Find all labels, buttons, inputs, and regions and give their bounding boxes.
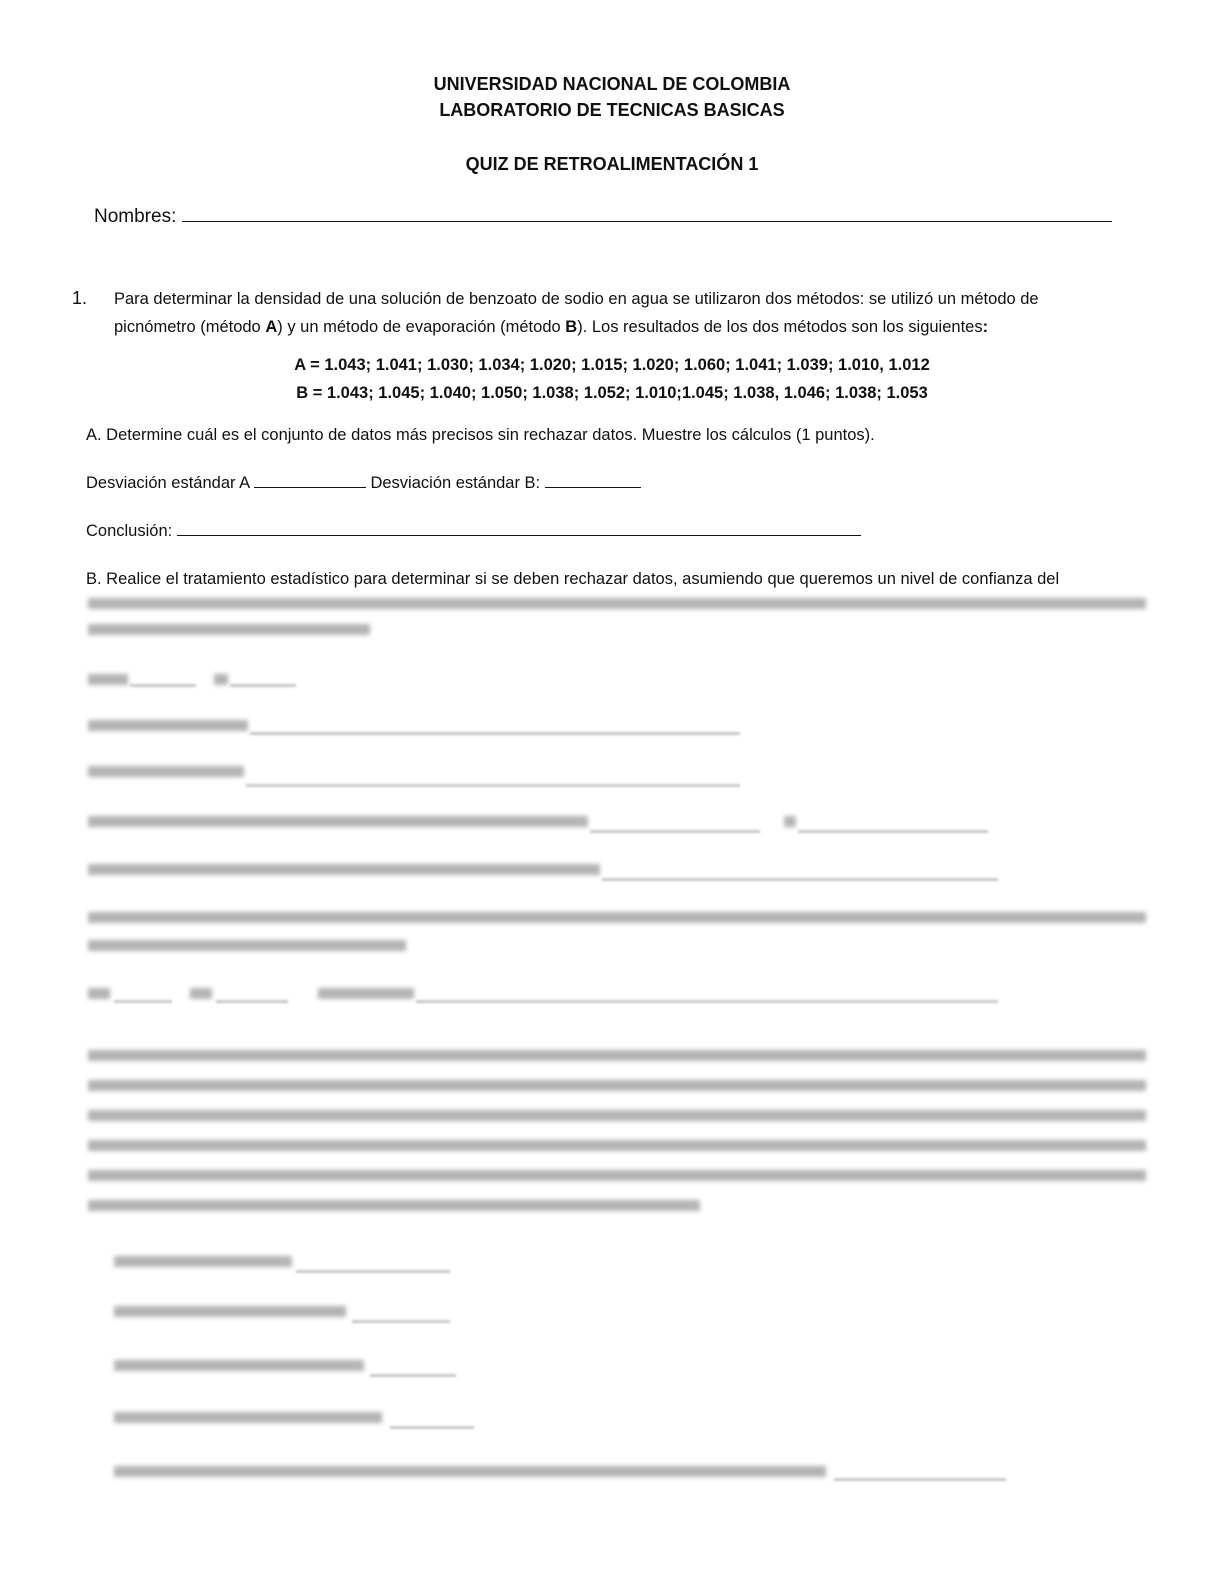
data-set-a: A = 1.043; 1.041; 1.030; 1.034; 1.020; 1.015; 1.020; 1.060; 1.041; 1.039; 1.010, 1.012 xyxy=(294,356,930,374)
std-dev-row xyxy=(86,474,641,493)
question-text-line1: Para determinar la densidad de una solución de benzoato de sodio en agua se utilizaron dos métodos: se utilizó un método de xyxy=(114,290,1039,308)
question-text-line2 xyxy=(114,318,988,337)
question-number: 1. xyxy=(72,288,88,308)
q-text: ). Los resultados de los dos métodos son los siguientes xyxy=(577,318,983,336)
std-a-blank[interactable] xyxy=(254,486,366,488)
q-text: picnómetro (método xyxy=(114,318,266,336)
std-b-blank[interactable] xyxy=(545,486,641,488)
conclusion-row xyxy=(86,522,861,541)
method-b-marker: B xyxy=(565,318,578,336)
conclusion-blank[interactable] xyxy=(177,534,861,536)
conclusion-label: Conclusión: xyxy=(86,522,173,540)
part-a-prompt: A. Determine cuál es el conjunto de datos más precisos sin rechazar datos. Muestre los cálculos (1 puntos). xyxy=(86,426,875,444)
q-colon: : xyxy=(982,318,989,336)
std-a-label: Desviación estándar A xyxy=(86,474,250,492)
std-b-label: Desviación estándar B: xyxy=(370,474,541,492)
quiz-title: QUIZ DE RETROALIMENTACIÓN 1 xyxy=(465,154,759,174)
method-a-marker: A xyxy=(265,318,278,336)
university-title: UNIVERSIDAD NACIONAL DE COLOMBIA xyxy=(433,74,791,94)
data-set-b: B = 1.043; 1.045; 1.040; 1.050; 1.038; 1.052; 1.010;1.045; 1.038, 1.046; 1.038; 1.053 xyxy=(296,384,928,402)
lab-title: LABORATORIO DE TECNICAS BASICAS xyxy=(439,100,785,120)
part-b-prompt: B. Realice el tratamiento estadístico para determinar si se deben rechazar datos, asumiendo que queremos un nivel de confianza del xyxy=(86,570,1060,588)
q-text: ) y un método de evaporación (método xyxy=(277,318,566,336)
names-field[interactable] xyxy=(94,206,1112,228)
names-label: Nombres: xyxy=(94,206,177,227)
names-blank-line[interactable] xyxy=(182,220,1112,222)
